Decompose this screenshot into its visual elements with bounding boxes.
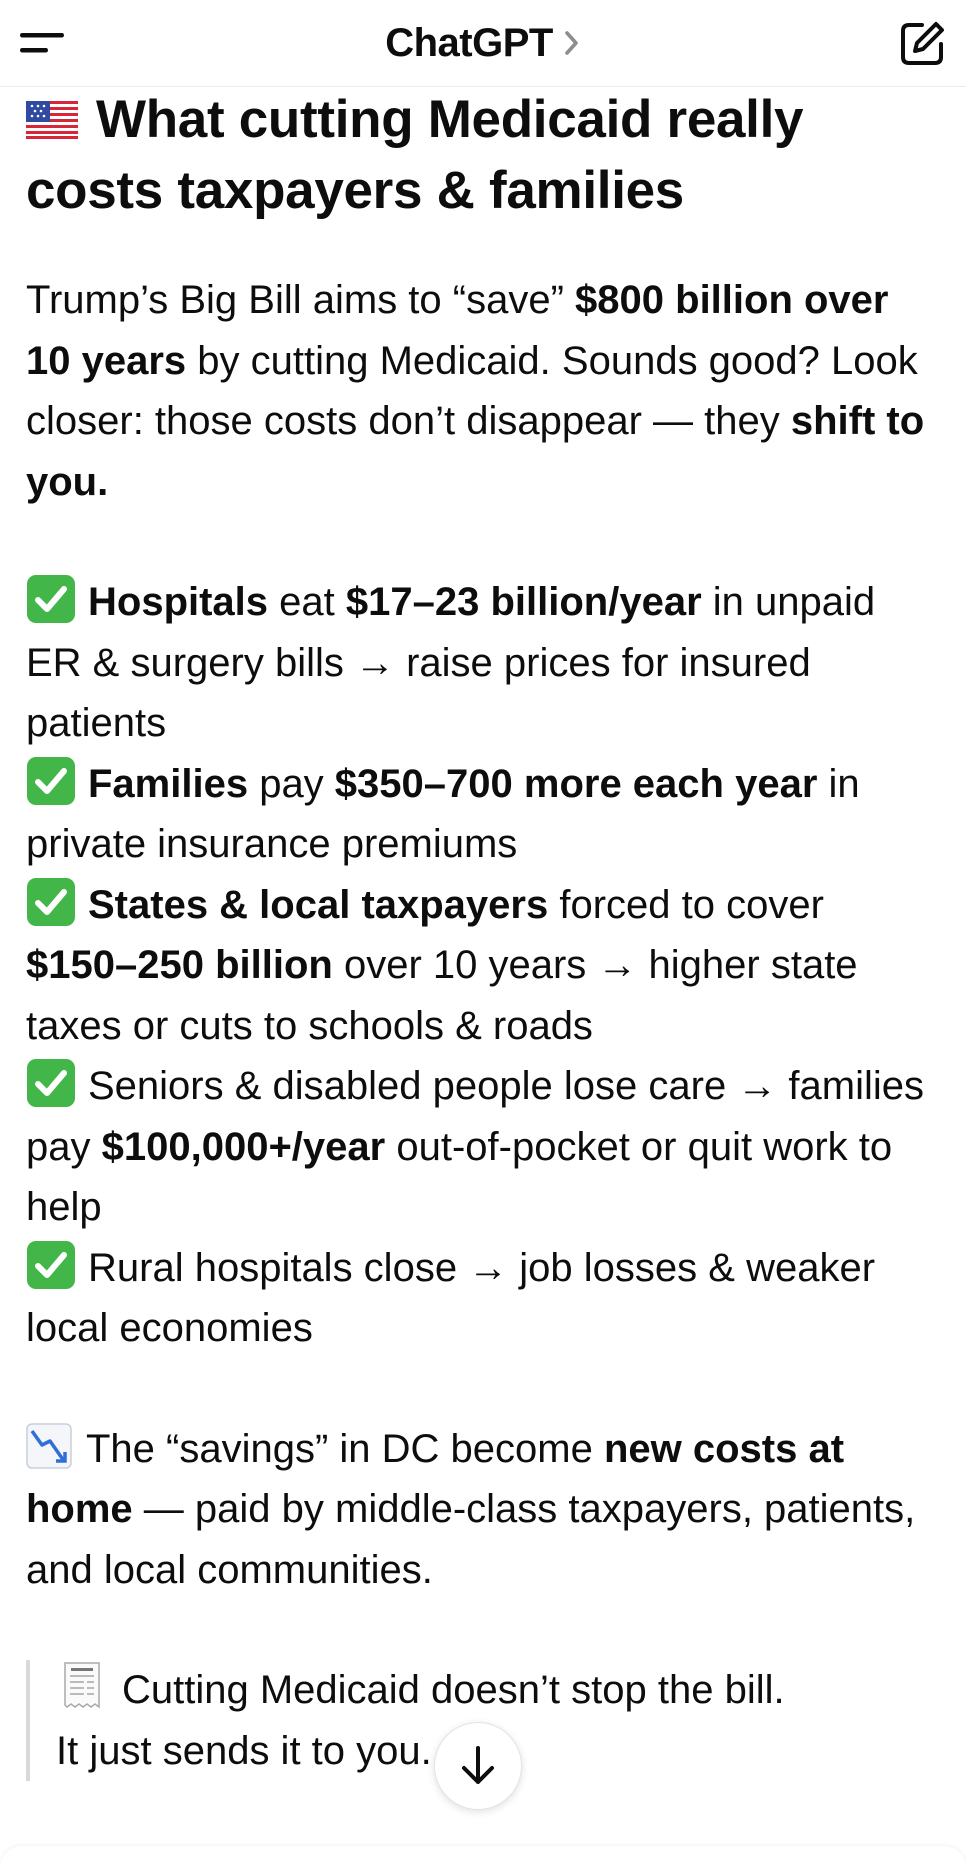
- app-title: ChatGPT: [385, 20, 553, 65]
- arrow-down-icon: [458, 1744, 498, 1788]
- spacer: [26, 226, 941, 270]
- check-mark-icon: [26, 1240, 76, 1290]
- list-item: Hospitals eat $17–23 billion/year in unpaid ER & surgery bills → raise prices for insured patients: [26, 572, 941, 754]
- list-item: Families pay $350–700 more each year in private insurance premiums: [26, 754, 941, 875]
- spacer: [26, 512, 941, 572]
- composer-edge: [0, 1846, 966, 1874]
- spacer: [26, 1359, 941, 1419]
- receipt-icon: [62, 1661, 102, 1711]
- message-heading: [26, 84, 941, 226]
- list-item: Rural hospitals close → job losses & weaker local economies: [26, 1238, 941, 1359]
- check-mark-icon: [26, 877, 76, 927]
- list-item: Seniors & disabled people lose care → families pay $100,000+/year out-of-pocket or quit work to help: [26, 1056, 941, 1238]
- chevron-right-icon: [563, 29, 581, 57]
- us-flag-icon: [26, 86, 78, 124]
- intro-paragraph: Trump’s Big Bill aims to “save” $800 billion over 10 years by cutting Medicaid. Sounds good? Look closer: those costs don’t disappear — they shift to you.: [26, 278, 925, 504]
- check-mark-icon: [26, 1058, 76, 1108]
- quote-line: It just sends it to you.: [56, 1728, 432, 1773]
- heading-text: What cutting Medicaid really costs taxpayers & families: [26, 90, 804, 220]
- model-selector[interactable]: [385, 21, 581, 66]
- hamburger-menu-icon[interactable]: [16, 24, 68, 64]
- top-bar: [0, 0, 966, 87]
- list-item: States & local taxpayers forced to cover $150–250 billion over 10 years → higher state taxes or cuts to schools & roads: [26, 875, 941, 1057]
- conclusion-paragraph: The “savings” in DC become new costs at home — paid by middle-class taxpayers, patients, and local communities.: [26, 1419, 941, 1601]
- check-mark-icon: [26, 574, 76, 624]
- assistant-message: [26, 84, 941, 1781]
- quote-line: Cutting Medicaid doesn’t stop the bill.: [56, 1660, 941, 1721]
- compose-icon[interactable]: [896, 18, 948, 70]
- spacer: [26, 1600, 941, 1660]
- check-mark-icon: [26, 756, 76, 806]
- scroll-to-bottom-button[interactable]: [434, 1722, 522, 1810]
- chart-decreasing-icon: [26, 1423, 72, 1469]
